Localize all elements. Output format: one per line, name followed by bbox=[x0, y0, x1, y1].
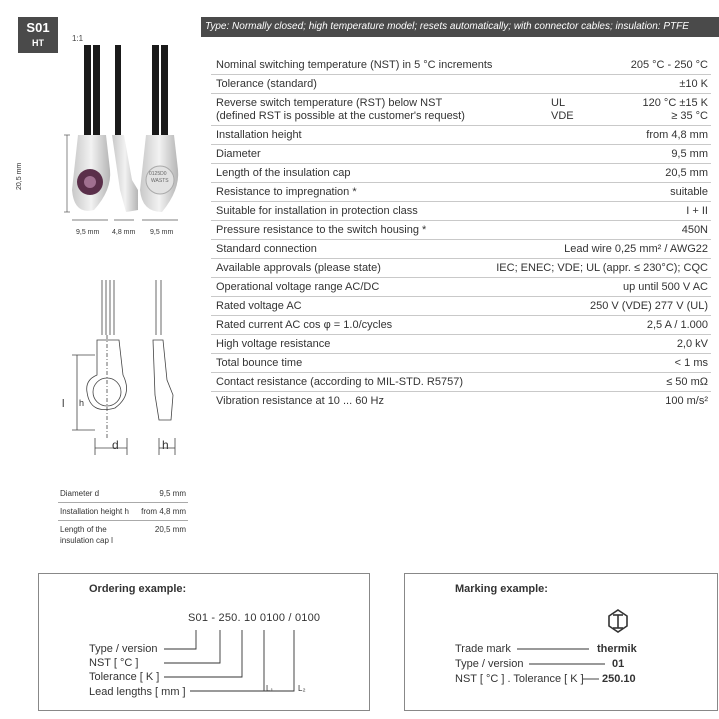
marking-value-trademark: thermik bbox=[597, 643, 637, 655]
height-dimension: 20,5 mm bbox=[16, 162, 23, 190]
specification-table bbox=[211, 56, 711, 410]
marking-label: Type / version bbox=[455, 658, 524, 670]
ordering-title: Ordering example: bbox=[89, 583, 187, 595]
ordering-line: NST [ °C ] bbox=[89, 657, 139, 669]
photo-dimensions bbox=[40, 130, 200, 240]
dim-d-label: d bbox=[112, 438, 119, 452]
spec-row: Diameter 9,5 mm bbox=[211, 145, 711, 164]
lead-wire bbox=[84, 45, 91, 135]
spec-row: Standard connection Lead wire 0,25 mm² / AWG22 bbox=[211, 240, 711, 259]
badge-code: S01 bbox=[26, 20, 50, 35]
dimension-row: Installation height h from 4,8 mm bbox=[58, 503, 188, 521]
ordering-leader-lines bbox=[160, 625, 320, 700]
spec-row: Nominal switching temperature (NST) in 5 °C increments 205 °C - 250 °C bbox=[211, 56, 711, 75]
l1-label: L₁ bbox=[266, 684, 274, 693]
badge-sub: HT bbox=[32, 38, 44, 48]
scale-label: 1:1 bbox=[72, 34, 84, 43]
spec-row: Available approvals (please state) IEC; ENEC; VDE; UL (appr. ≤ 230°C); CQC bbox=[211, 259, 711, 278]
l2-label: L₂ bbox=[298, 684, 306, 693]
lead-wire bbox=[93, 45, 100, 135]
width-dimension: 9,5 mm bbox=[150, 229, 174, 236]
lead-wire bbox=[152, 45, 159, 135]
marking-label: Trade mark bbox=[455, 643, 511, 655]
marking-value-type: 01 bbox=[612, 658, 625, 670]
dim-l-label: l bbox=[62, 398, 65, 410]
spec-row: Installation height from 4,8 mm bbox=[211, 126, 711, 145]
lead-wire bbox=[161, 45, 168, 135]
lead-wire bbox=[115, 45, 121, 135]
spec-row: Vibration resistance at 10 ... 60 Hz 100 m/s² bbox=[216, 395, 708, 407]
spec-row: Resistance to impregnation * suitable bbox=[211, 183, 711, 202]
dim-h-side-label: h bbox=[79, 398, 85, 408]
width-dimension: 4,8 mm bbox=[112, 229, 136, 236]
ordering-code: S01 - 250. 10 0100 / 0100 bbox=[188, 612, 321, 624]
spec-row: Tolerance (standard) ±10 K bbox=[211, 75, 711, 94]
dimension-row: Length of the insulation cap l 20,5 mm bbox=[60, 525, 186, 545]
spec-row: Rated current AC cos φ = 1.0/cycles 2,5 A / 1.000 bbox=[211, 316, 711, 335]
dim-h-label: h bbox=[162, 438, 169, 452]
spec-row: Reverse switch temperature (RST) below NST (defined RST is possible at the customer's request) UL VDE 120 °C ±15 K ≥ 35 °C bbox=[211, 94, 711, 126]
marking-label: NST [ °C ] . Tolerance [ K ] bbox=[455, 673, 584, 685]
marking-value-nst: 250.10 bbox=[602, 673, 636, 685]
spec-row: Total bounce time < 1 ms bbox=[211, 354, 711, 373]
thermik-logo-icon bbox=[605, 608, 631, 634]
spec-row: Contact resistance (according to MIL-STD. R5757) ≤ 50 mΩ bbox=[211, 373, 711, 392]
technical-drawing bbox=[55, 280, 195, 460]
dimension-row: Diameter d 9,5 mm bbox=[58, 485, 188, 503]
ordering-line: Type / version bbox=[89, 643, 158, 655]
spec-row: Rated voltage AC 250 V (VDE) 277 V (UL) bbox=[211, 297, 711, 316]
stamp-line: 0125D0 bbox=[149, 171, 167, 177]
spec-row: Operational voltage range AC/DC up until 500 V AC bbox=[211, 278, 711, 297]
spec-row: Length of the insulation cap 20,5 mm bbox=[211, 164, 711, 183]
marking-title: Marking example: bbox=[455, 583, 548, 595]
spec-row: High voltage resistance 2,0 kV bbox=[211, 335, 711, 354]
marking-leader-lines bbox=[505, 640, 605, 690]
width-dimension: 9,5 mm bbox=[76, 229, 100, 236]
spec-row: Suitable for installation in protection class I + II bbox=[211, 202, 711, 221]
ordering-line: Tolerance [ K ] bbox=[89, 671, 160, 683]
ordering-line: Lead lengths [ mm ] bbox=[89, 686, 186, 698]
dimension-table bbox=[58, 485, 188, 549]
spec-row: Pressure resistance to the switch housing * 450N bbox=[211, 221, 711, 240]
type-description-header: Type: Normally closed; high temperature model; resets automatically; with connector cables; insulation: PTFE bbox=[201, 17, 719, 37]
stamp-line: WASTS bbox=[151, 178, 169, 184]
